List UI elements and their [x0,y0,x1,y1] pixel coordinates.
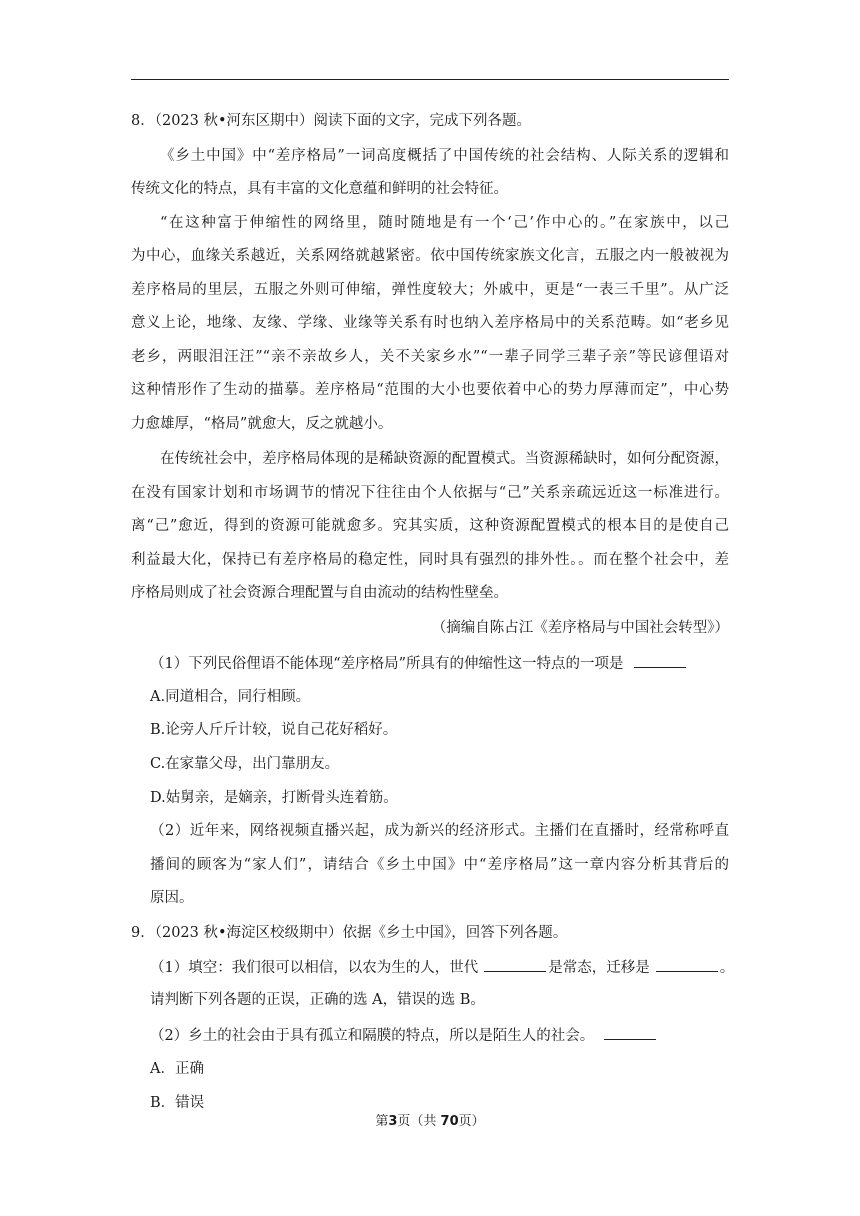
passage-line: 意义上论，地缘、友缘、学缘、业缘等关系有时也纳入差序格局中的关系范畴。如“老乡见 [131,315,729,331]
sub-question-text: （1）下列民俗俚语不能体现“差序格局”所具有的伸缩性这一特点的一项是 [150,656,624,672]
passage-line: 在没有国家计划和市场调节的情况下往往由个人依据与“己”关系亲疏远近这一标准进行。 [131,485,729,501]
judgement-instruction: 请判断下列各题的正误，正确的选 A，错误的选 B。 [150,992,485,1008]
question-8-stem: 8．（2023 秋•河东区期中）阅读下面的文字，完成下列各题。 [131,113,532,129]
footer-text: 页（共 [397,1114,441,1129]
passage-line: 利益最大化，保持已有差序格局的稳定性，同时具有强烈的排外性。。而在整个社会中，差 [131,552,729,568]
fill-text: 。 [719,960,735,976]
header-rule [131,79,729,80]
option-d: D.姑舅亲，是嫡亲，打断骨头连着筋。 [150,790,398,806]
page-footer [0,1113,860,1131]
sub-question-8-2-line: 原因。 [150,890,194,906]
sub-question-9-2 [150,1025,658,1046]
total-pages: 70 [440,1114,459,1129]
passage-line: 离“己”愈近，得到的资源可能就愈多。究其实质，这种资源配置模式的根本目的是使自己 [131,518,729,534]
passage-line: 序格局则成了社会资源合理配置与自由流动的结构性壁垒。 [131,585,508,601]
fill-text: （1）填空：我们很可以相信，以农为生的人，世代 [150,960,479,976]
answer-blank[interactable] [634,653,686,668]
answer-blank[interactable] [484,957,546,972]
page-number: 3 [388,1114,398,1129]
passage-line: “在这种富于伸缩性的网络里，随时随地是有一个‘己’作中心的。”在家族中，以己 [160,215,729,231]
passage-line: 在传统社会中，差序格局体现的是稀缺资源的配置模式。当资源稀缺时，如何分配资源， [160,451,729,467]
passage-line: 老乡，两眼泪汪汪”“亲不亲故乡人，关不关家乡水”“一辈子同学三辈子亲”等民谚俚语对 [131,349,729,365]
footer-text: 第 [375,1114,389,1129]
option-a: A.同道相合，同行相顾。 [150,689,311,705]
sub-question-text: （2）乡土的社会由于具有孤立和隔膜的特点，所以是陌生人的社会。 [150,1028,595,1044]
option-b: B.论旁人斤斤计较，说自己花好稻好。 [150,722,398,738]
passage-line: 差序格局的里层，五服之外则可伸缩，弹性度较大；外戚中，更是“一表三千里”。从广泛 [131,282,729,298]
sub-question-9-1 [150,957,734,978]
answer-blank[interactable] [656,957,718,972]
sub-question-8-2: （2）近年来，网络视频直播兴起，成为新兴的经济形式。主播们在直播时，经常称呼直 [150,823,729,839]
question-9-stem: 9．（2023 秋•海淀区校级期中）依据《乡土中国》，回答下列各题。 [131,925,568,941]
fill-text: 是常态，迁移是 [548,960,650,976]
passage-line: 这种情形作了生动的描摹。差序格局“范围的大小也要依着中心的势力厚薄而定”，中心势 [131,382,729,398]
passage-line: 传统文化的特点，具有丰富的文化意蕴和鲜明的社会特征。 [131,181,508,197]
passage-line: 为中心，血缘关系越近，关系网络就越紧密。依中国传统家族文化言，五服之内一般被视为 [131,248,729,264]
option-true: A．正确 [150,1061,204,1077]
option-c: C.在家靠父母，出门靠朋友。 [150,756,340,772]
footer-text: 页） [458,1114,485,1129]
source-citation: （摘编自陈占江《差序格局与中国社会转型》） [431,620,729,636]
answer-blank[interactable] [604,1025,656,1040]
passage-line: 《乡土中国》中“差序格局”一词高度概括了中国传统的社会结构、人际关系的逻辑和 [160,148,729,164]
sub-question-8-2-line: 播间的顾客为“家人们”，请结合《乡土中国》中“差序格局”这一章内容分析其背后的 [150,857,729,873]
option-false: B．错误 [150,1095,205,1111]
passage-line: 力愈雄厚，“格局”就愈大，反之就越小。 [131,416,393,432]
sub-question-8-1 [150,653,688,674]
